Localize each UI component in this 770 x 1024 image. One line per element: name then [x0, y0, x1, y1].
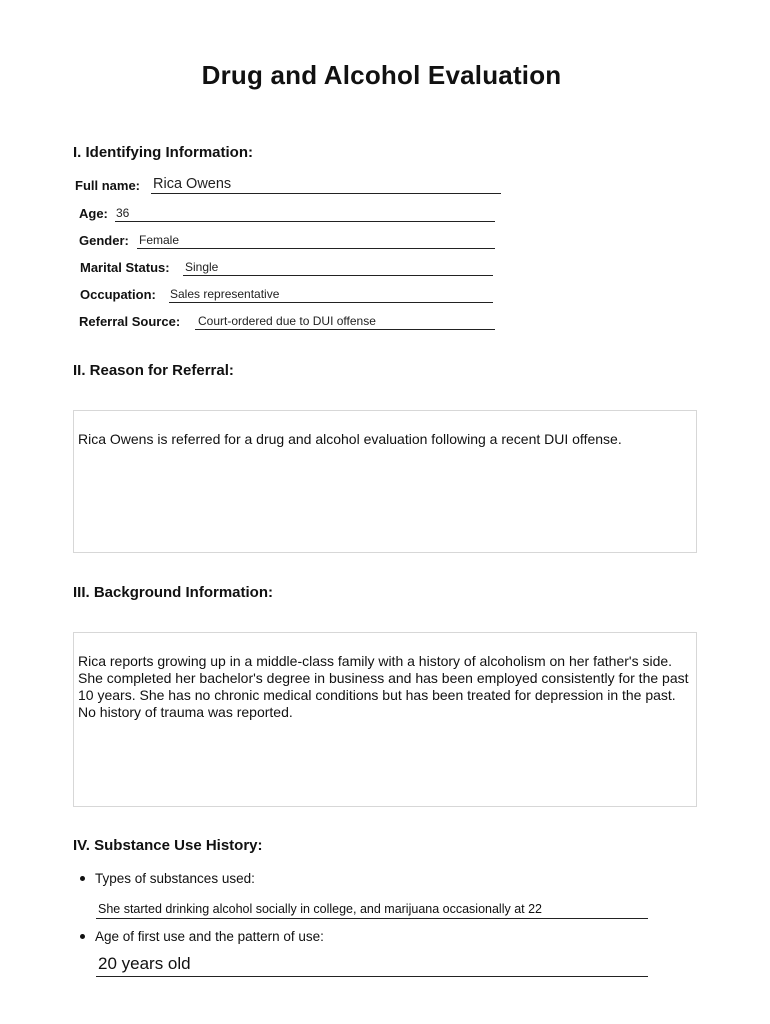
occupation-field[interactable] [80, 283, 493, 303]
gender-value[interactable]: Female [139, 233, 180, 247]
full-name-value[interactable]: Rica Owens [153, 176, 232, 192]
full-name-field[interactable] [75, 174, 501, 194]
marital-status-underline [183, 275, 493, 276]
marital-status-field[interactable] [80, 256, 493, 276]
first-use-label: Age of first use and the pattern of use: [95, 929, 324, 944]
age-field[interactable] [79, 202, 495, 222]
bullet-icon [80, 934, 85, 939]
section-heading-identifying: I. Identifying Information: [73, 144, 253, 161]
gender-field[interactable] [79, 229, 495, 249]
age-underline [115, 221, 495, 222]
full-name-label: Full name: [75, 178, 141, 193]
referral-source-underline [195, 329, 495, 330]
age-value[interactable]: 36 [116, 206, 130, 220]
marital-status-value[interactable]: Single [185, 260, 219, 274]
gender-label: Gender: [79, 233, 129, 248]
marital-status-label: Marital Status: [80, 260, 170, 275]
substance-types-item [80, 871, 255, 886]
first-use-answer-field[interactable] [96, 952, 648, 977]
first-use-answer[interactable]: 20 years old [98, 954, 191, 973]
full-name-underline [151, 193, 501, 194]
page-title: Drug and Alcohol Evaluation [201, 60, 562, 90]
referral-source-field[interactable] [79, 310, 495, 330]
section-heading-substance: IV. Substance Use History: [73, 837, 263, 854]
section-heading-background: III. Background Information: [73, 584, 274, 601]
background-info-text: Rica reports growing up in a middle-class family with a history of alcoholism on her father's side. She completed her bachelor's degree in business and has been employed consistently for the past 10 years. She has no chronic medical conditions but has been treated for depression in the past. No history of trauma was reported. [78, 653, 689, 720]
gender-underline [137, 248, 495, 249]
bullet-icon [80, 876, 85, 881]
first-use-item [80, 929, 324, 944]
substance-types-answer[interactable]: She started drinking alcohol socially in college, and marijuana occasionally at 22 [98, 902, 543, 916]
substance-types-answer-field[interactable] [96, 896, 648, 919]
age-label: Age: [79, 206, 108, 221]
occupation-label: Occupation: [80, 287, 156, 302]
occupation-value[interactable]: Sales representative [170, 287, 280, 301]
occupation-underline [169, 302, 493, 303]
referral-reason-textbox[interactable] [73, 410, 697, 553]
referral-source-value[interactable]: Court-ordered due to DUI offense [198, 314, 376, 328]
referral-source-label: Referral Source: [79, 314, 181, 329]
background-info-textbox[interactable] [73, 632, 697, 807]
substance-types-label: Types of substances used: [95, 871, 255, 886]
section-heading-referral: II. Reason for Referral: [73, 362, 234, 379]
referral-reason-text: Rica Owens is referred for a drug and alcohol evaluation following a recent DUI offense. [78, 431, 622, 447]
